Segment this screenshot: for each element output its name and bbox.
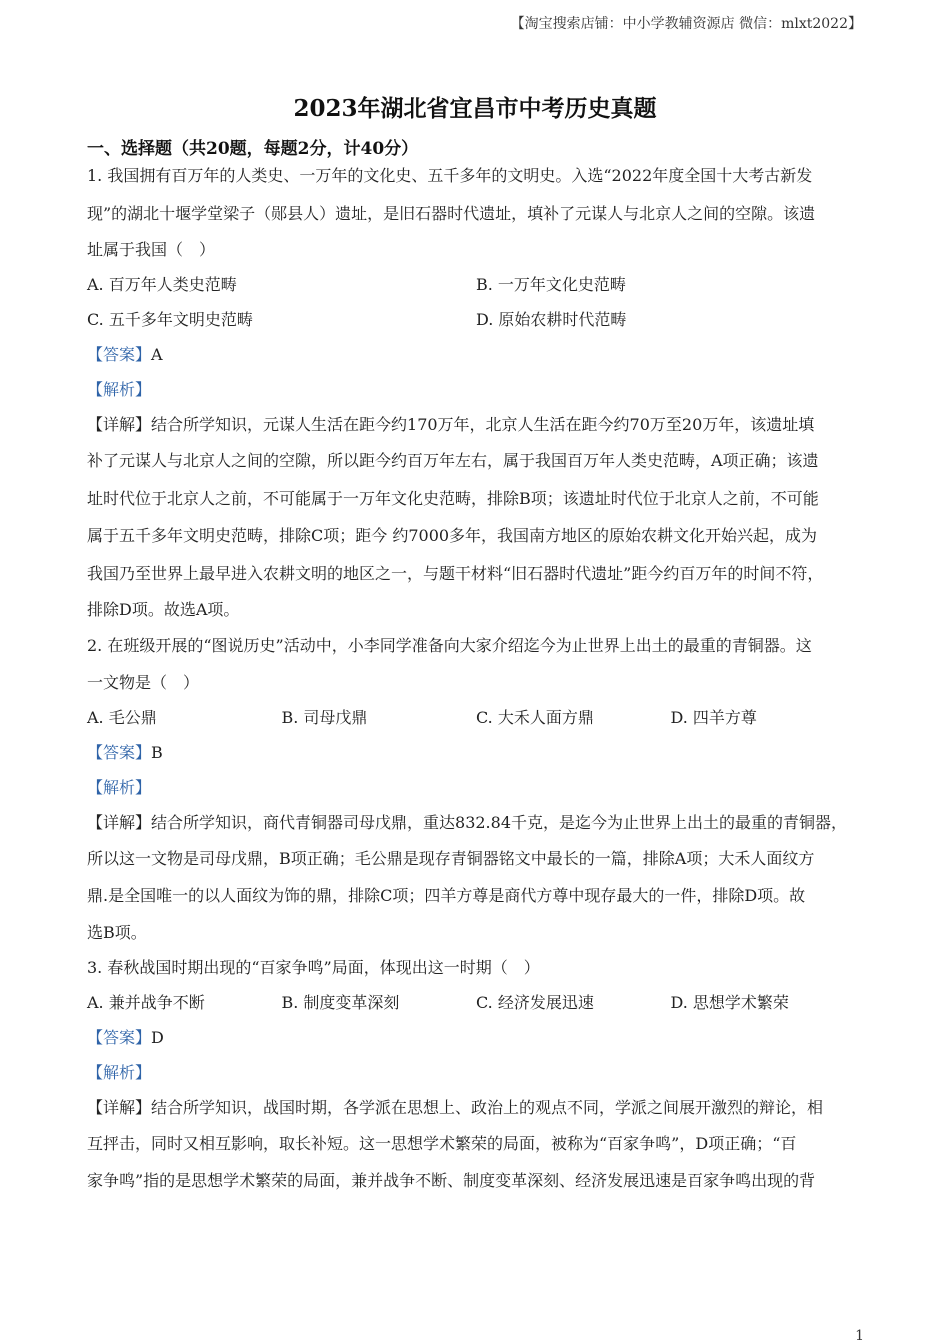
q3-option-a: A. 兼并战争不断 [87,992,205,1012]
answer-label: 【答案】 [87,345,152,364]
q2-answer-value: B [151,742,163,762]
q3-answer-value: D [151,1027,164,1047]
q1-option-a: A. 百万年人类史范畴 [87,275,237,294]
q1-option-b: B. 一万年文化史范畴 [476,275,626,294]
q1-stem-line: 现”的湖北十堰学堂梁子（郧县人）遗址，是旧石器时代遗址，填补了元谋人与北京人之间的空隙。该遗 [87,203,816,223]
q2-options-row [87,700,867,735]
q2-answer [87,735,867,770]
q2-detail-line: 鼎.是全国唯一的以人面纹为饰的鼎，排除C项；四羊方尊是商代方尊中现存最大的一件，排除D项。故 [87,886,806,905]
q1-stem-line: 址属于我国（ ） [87,240,216,259]
q3-options-row [87,985,867,1020]
page-number: 1 [855,1328,864,1344]
detail-label: 【详解】 [87,812,152,832]
analysis-label: 【解析】 [87,1062,152,1082]
q2-stem-line: 一文物是（ ） [87,672,200,692]
q3-detail-line: 互抨击，同时又相互影响，取长补短。这一思想学术繁荣的局面，被称为“百家争鸣”，D项正确；“百 [87,1133,797,1153]
section-heading: 一、选择题（共20题，每题2分，计40分） [87,139,419,159]
q2-option-c: C. 大禾人面方鼎 [476,707,594,727]
q1-detail-line: 排除D项。故选A项。 [87,600,240,619]
q2-analysis [87,770,867,805]
answer-label: 【答案】 [87,1027,152,1047]
q3-analysis [87,1055,867,1090]
q1-detail-line: 我国乃至世界上最早进入农耕文明的地区之一，与题干材料“旧石器时代遗址”距今约百万年的时间不符， [87,563,824,583]
q1-detail-text: 结合所学知识，元谋人生活在距今约170万年，北京人生活在距今约70万至20万年，该遗址填 [151,415,815,434]
q1-detail-line: 址时代位于北京人之前，不可能属于一万年文化史范畴，排除B项；该遗址时代位于北京人之前，不可能 [87,488,819,508]
q2-detail-text: 结合所学知识，商代青铜器司母戊鼎，重达832.84千克，是迄今为止世界上出土的最重的青铜器， [151,812,848,832]
q1-detail-line: 补了元谋人与北京人之间的空隙，所以距今约百万年左右，属于我国百万年人类史范畴，A项正确；该遗 [87,451,819,470]
q2-option-b: B. 司母戊鼎 [281,707,368,727]
analysis-label: 【解析】 [87,777,152,797]
q1-answer-value: A [151,345,163,364]
q3-option-c: C. 经济发展迅速 [476,992,594,1012]
q1-options-row [87,302,867,337]
detail-label: 【详解】 [87,415,152,434]
q3-stem-line: 3. 春秋战国时期出现的“百家争鸣”局面，体现出这一时期（ ） [87,957,540,977]
q3-detail-line: 家争鸣”指的是思想学术繁荣的局面，兼并战争不断、制度变革深刻、经济发展迅速是百家争鸣出现的背 [87,1171,816,1190]
q1-analysis [87,372,867,407]
q2-option-a: A. 毛公鼎 [87,707,157,727]
analysis-label: 【解析】 [87,380,152,399]
q1-options-row [87,267,867,302]
q2-option-d: D. 四羊方尊 [670,707,757,727]
q1-stem-line: 1. 我国拥有百万年的人类史、一万年的文化史、五千多年的文明史。入选“2022年度全国十大考古新发 [87,166,813,185]
q1-option-c: C. 五千多年文明史范畴 [87,310,253,329]
page-title: 2023年湖北省宜昌市中考历史真题 [293,95,657,122]
answer-label: 【答案】 [87,742,152,762]
q1-detail-line [87,407,867,442]
q3-detail-line [87,1090,867,1125]
q1-answer [87,337,867,372]
q3-option-d: D. 思想学术繁荣 [670,992,789,1012]
store-header-note: 【淘宝搜索店铺：中小学教辅资源店 微信：mlxt2022】 [510,16,862,32]
q3-answer [87,1020,867,1055]
detail-label: 【详解】 [87,1097,152,1117]
q2-detail-line: 选B项。 [87,922,147,942]
question-content [87,157,867,1200]
q3-option-b: B. 制度变革深刻 [281,992,400,1012]
q2-detail-line: 所以这一文物是司母戊鼎，B项正确；毛公鼎是现存青铜器铭文中最长的一篇，排除A项；大禾人面纹方 [87,848,815,868]
q2-stem-line: 2. 在班级开展的“图说历史”活动中，小李同学准备向大家介绍迄今为止世界上出土的最重的青铜器。这 [87,636,812,655]
q3-detail-text: 结合所学知识，战国时期，各学派在思想上、政治上的观点不同，学派之间展开激烈的辩论，相 [151,1097,824,1117]
q1-detail-line: 属于五千多年文明史范畴，排除C项；距今 约7000多年，我国南方地区的原始农耕文化开始兴起，成为 [87,526,818,545]
q2-detail-line [87,805,867,840]
q1-option-d: D. 原始农耕时代范畴 [476,310,627,329]
